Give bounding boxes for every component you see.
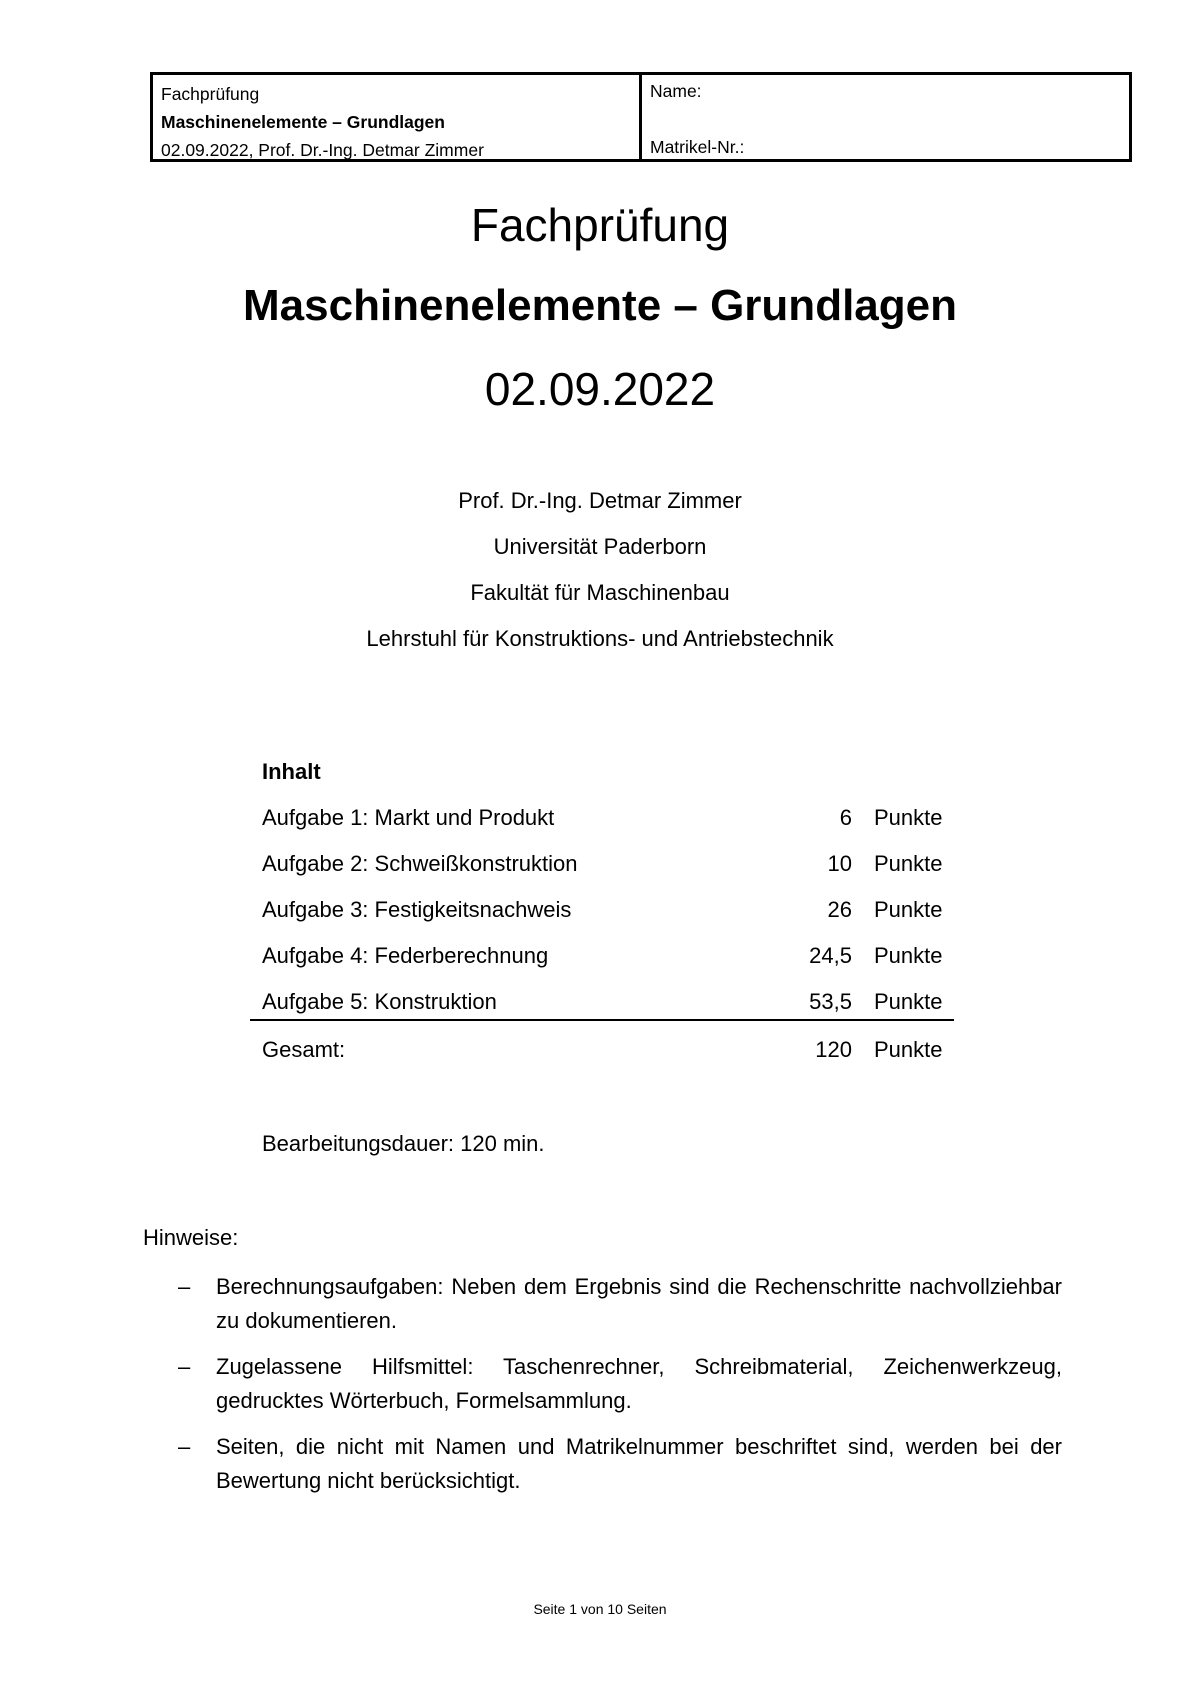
contents-table [250,759,954,1062]
dash-bullet: – [178,1274,191,1299]
task-unit: Punkte [874,851,943,876]
task-points: 10 [827,851,852,876]
task-unit: Punkte [874,943,943,968]
total-points: 120 [815,1037,852,1062]
notes-heading: Hinweise: [143,1225,239,1250]
task-label: Aufgabe 4: Federberechnung [262,943,549,968]
note-item [178,1270,1062,1338]
task-label: Aufgabe 2: Schweißkonstruktion [262,851,578,876]
note-text: Seiten, die nicht mit Namen und Matrikelnummer beschriftet sind, werden bei der Bewertung nicht berücksichtigt. [216,1434,1062,1493]
dash-bullet: – [178,1434,191,1459]
contents-row [250,806,954,852]
note-item [178,1350,1062,1418]
matrikel-label: Matrikel-Nr.: [650,137,745,157]
task-unit: Punkte [874,805,943,830]
total-divider [250,1019,954,1021]
faculty-name: Fakultät für Maschinenbau [470,580,730,605]
header-date-professor: 02.09.2022, Prof. Dr.-Ing. Detmar Zimmer [161,140,484,160]
total-row [250,1038,954,1084]
notes-list [178,1270,1062,1510]
task-points: 6 [839,805,852,830]
university-name: Universität Paderborn [493,534,707,559]
header-box [150,72,1132,162]
name-label: Name: [650,81,702,101]
chair-name: Lehrstuhl für Konstruktions- und Antriebstechnik [366,626,834,651]
task-points: 24,5 [809,943,852,968]
page-footer: Seite 1 von 10 Seiten [533,1601,667,1617]
task-points: 53,5 [809,989,852,1014]
contents-row [250,944,954,990]
total-label: Gesamt: [262,1037,346,1062]
total-unit: Punkte [874,1037,943,1062]
contents-row [250,898,954,944]
contents-heading: Inhalt [262,759,321,784]
header-exam-info [153,75,642,159]
course-title: Maschinenelemente – Grundlagen [243,281,957,330]
task-points: 26 [827,897,852,922]
task-label: Aufgabe 1: Markt und Produkt [262,805,555,830]
task-label: Aufgabe 3: Festigkeitsnachweis [262,897,572,922]
task-unit: Punkte [874,897,943,922]
note-text: Zugelassene Hilfsmittel: Taschenrechner, Schreibmaterial, Zeichenwerkzeug, gedrucktes Wörterbuch, Formelsammlung. [216,1354,1062,1413]
professor-name: Prof. Dr.-Ing. Detmar Zimmer [458,488,742,513]
task-unit: Punkte [874,989,943,1014]
header-exam-type: Fachprüfung [161,84,260,104]
contents-row [250,852,954,898]
exam-type-title: Fachprüfung [470,199,730,251]
task-label: Aufgabe 5: Konstruktion [262,989,497,1014]
exam-date: 02.09.2022 [484,363,716,415]
dash-bullet: – [178,1354,191,1379]
note-text: Berechnungsaufgaben: Neben dem Ergebnis sind die Rechenschritte nachvollziehbar zu dokumentieren. [216,1274,1062,1333]
header-course-title: Maschinenelemente – Grundlagen [161,112,445,132]
header-student-fields [642,75,1129,159]
contents-row [250,990,954,1036]
note-item [178,1430,1062,1498]
exam-duration: Bearbeitungsdauer: 120 min. [262,1131,545,1156]
